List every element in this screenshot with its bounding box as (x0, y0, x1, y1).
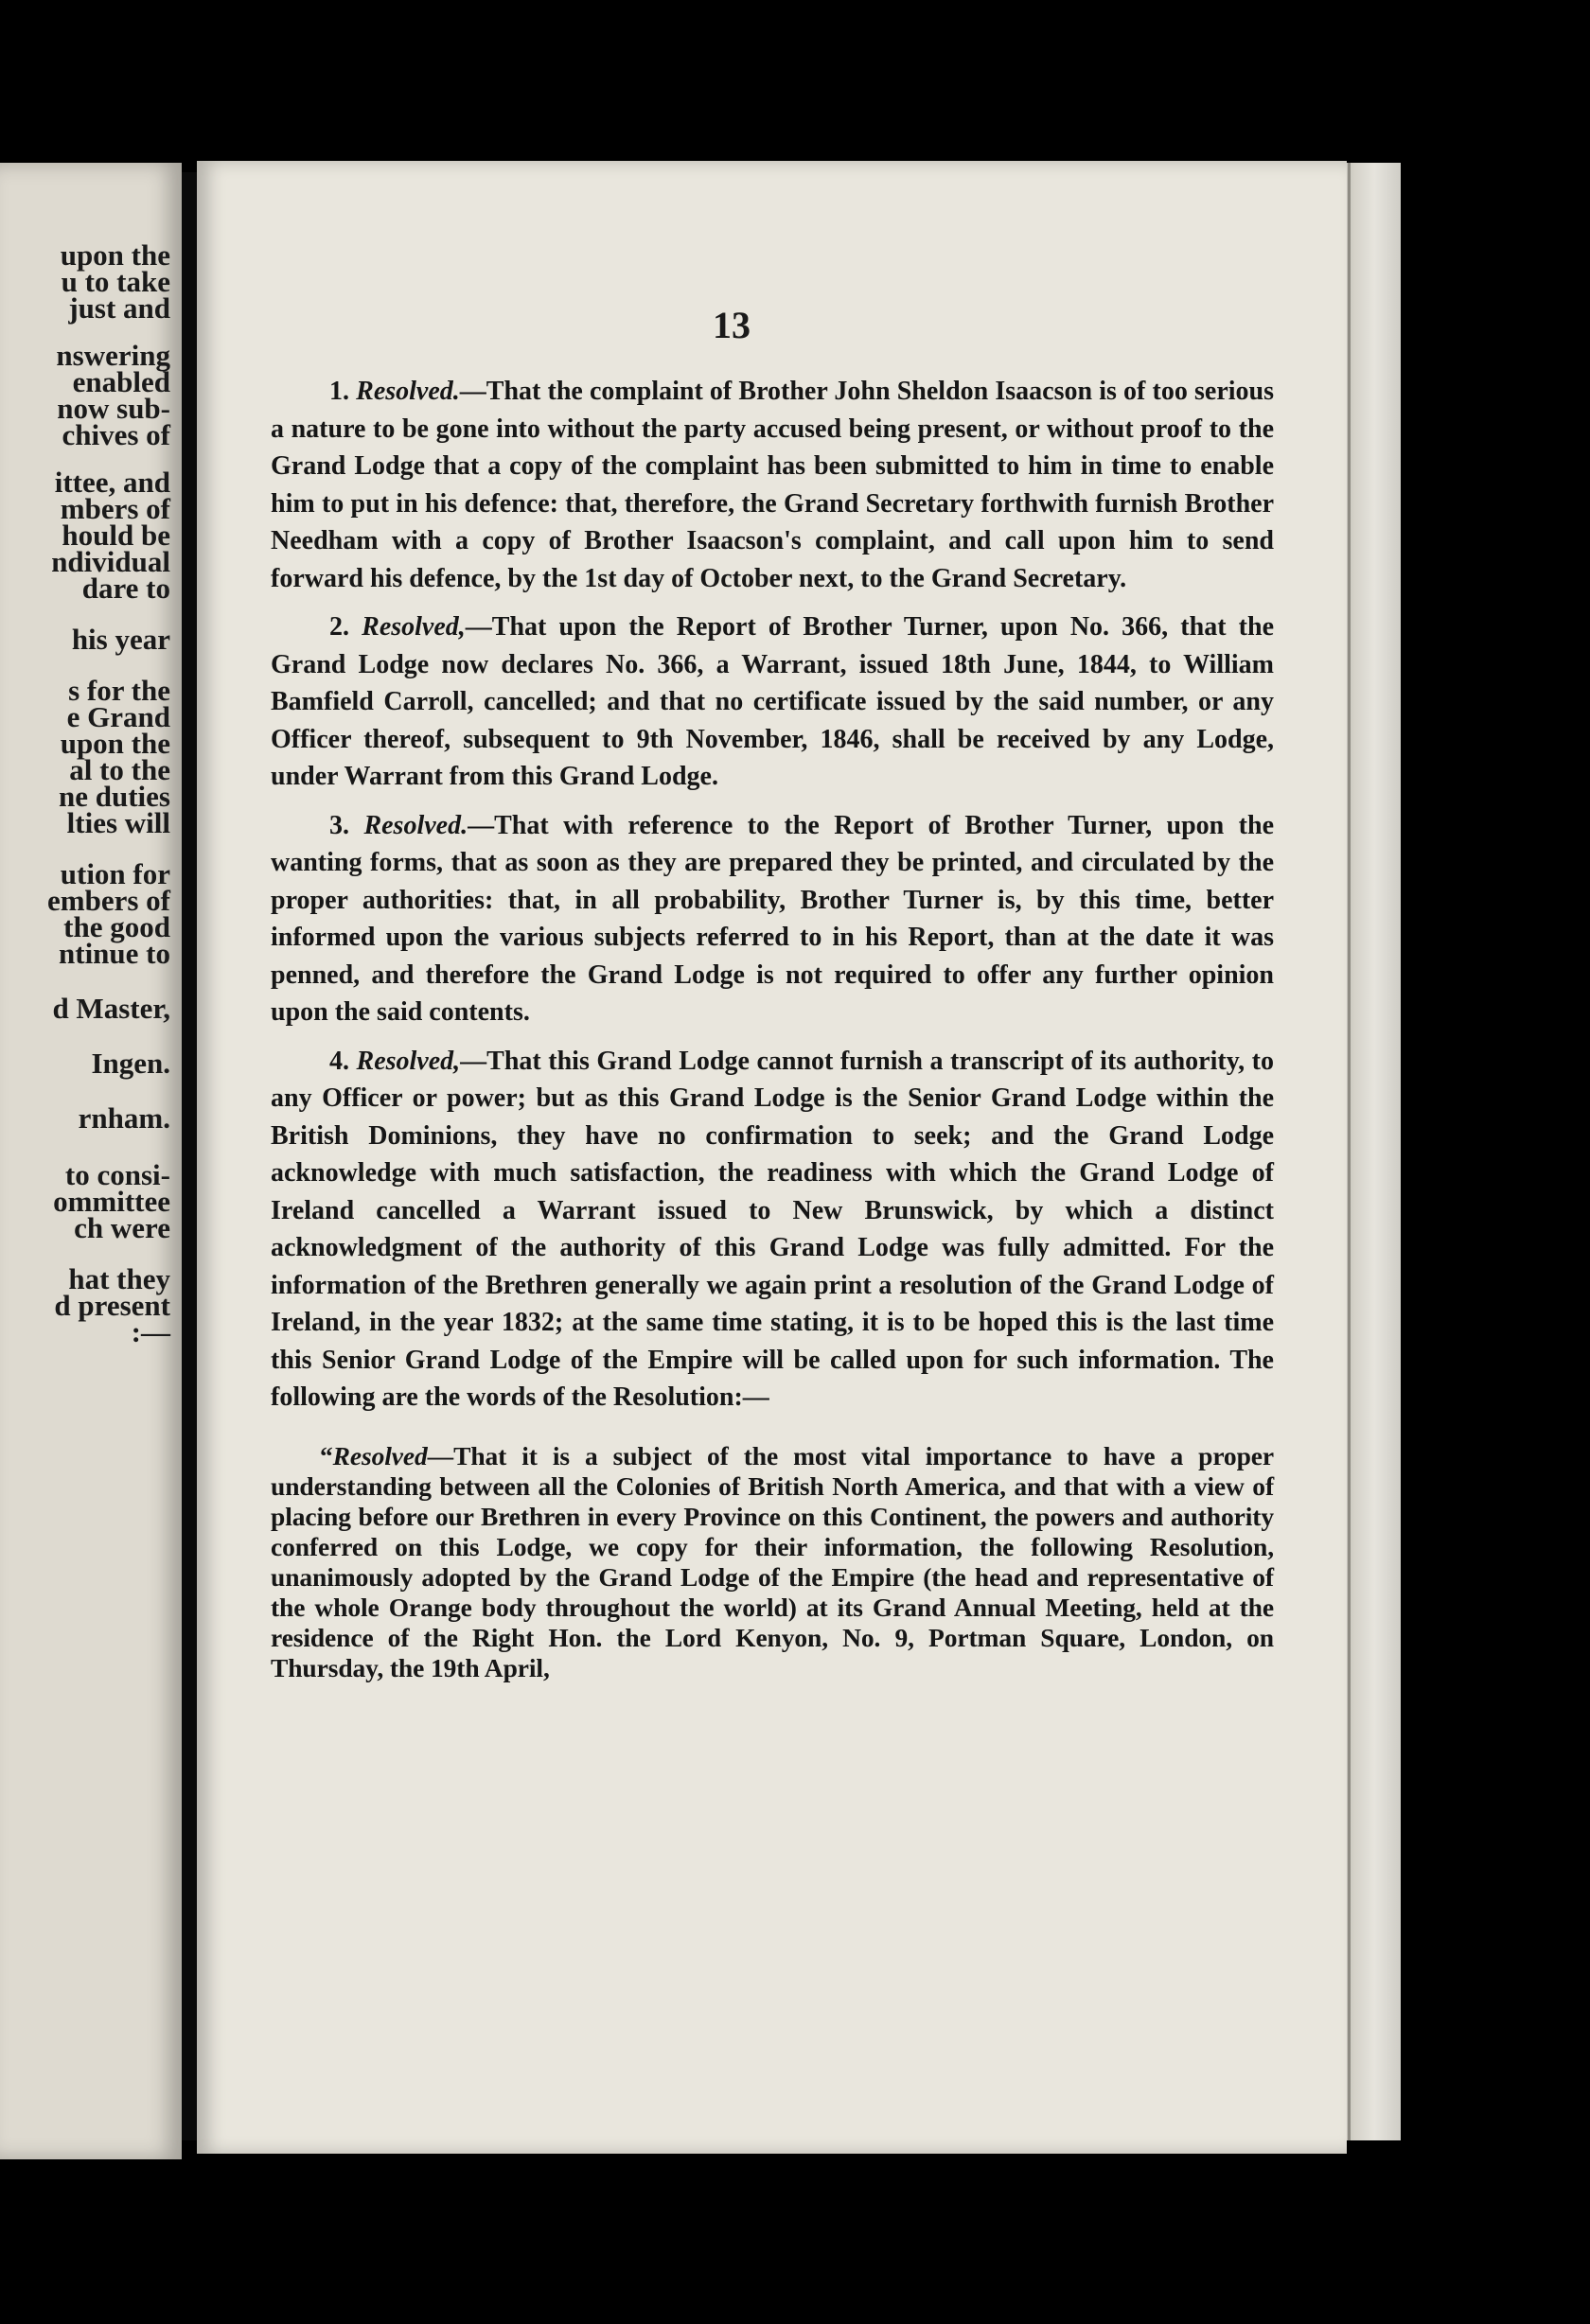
resolution-3 (271, 807, 1274, 1031)
quote-label: Resolved (332, 1440, 428, 1470)
quote-text: —That it is a subject of the most vital importance to have a proper understanding between all the Colonies of British North America, and that with a view of placing before our Brethren in every Province on this Continent, the powers and authority conferred on this Lodge, we copy for their information, the following Resolution, unanimously adopted by the Grand Lodge of the Empire (the head and representative of the whole Orange body throughout the world) at its Grand Annual Meeting, held at the residence of the Right Hon. the Lord Kenyon, No. 9, Portman Square, London, on Thursday, the 19th April, (271, 1440, 1274, 1682)
facing-page-line: :— (131, 1315, 170, 1348)
open-quote: “ (320, 1440, 333, 1470)
facing-page-line: the good (63, 910, 170, 943)
resolution-4 (271, 1043, 1274, 1417)
resolution-label: Resolved, (362, 612, 466, 642)
facing-page-line: his year (71, 623, 170, 656)
quoted-resolution (271, 1441, 1274, 1683)
facing-page-line: d Master, (52, 992, 170, 1025)
facing-page-text (0, 163, 170, 2159)
facing-page-line: just and (68, 291, 170, 325)
facing-page-line: u to take (61, 265, 170, 298)
facing-page-line: now sub- (57, 392, 170, 425)
resolution-number: 3. (329, 810, 349, 840)
facing-page-line: upon the (60, 238, 170, 272)
page-number: 13 (713, 304, 751, 346)
facing-page-line: lties will (66, 806, 170, 839)
facing-page-line: nswering (56, 339, 170, 372)
book-page (197, 161, 1347, 2154)
facing-page (0, 163, 182, 2159)
facing-page-line: rnham. (78, 1101, 170, 1135)
facing-page-line: ne duties (59, 780, 170, 813)
resolution-2 (271, 608, 1274, 796)
resolution-text: —That upon the Report of Brother Turner, upon No. 366, that the Grand Lodge now declares No. 366, a Warrant, issued 18th June, 1844, to William Bamfield Carroll, cancelled; and that no certificate issued by the said number, or any Officer thereof, subsequent to 9th November, 1846, shall be received by any Lodge, under Warrant from this Grand Lodge. (271, 612, 1274, 791)
facing-page-line: hould be (62, 519, 170, 552)
facing-page-line: dare to (81, 572, 170, 605)
facing-page-line: ch were (74, 1211, 170, 1244)
facing-page-line: enabled (72, 365, 170, 398)
resolution-text: —That this Grand Lodge cannot furnish a transcript of its authority, to any Officer or power; but as this Grand Lodge is the Senior Grand Lodge within the British Dominions, they have no confirmation to seek; and the Grand Lodge acknowledge with much satisfaction, the readiness with which the Grand Lodge of Ireland cancelled a Warrant issued to New Brunswick, by which a distinct acknowledgment of the authority of this Grand Lodge was fully admitted. For the information of the Brethren generally we again print a resolution of the Grand Lodge of Ireland, in the year 1832; at the same time stating, it is to be hoped this is the last time this Senior Grand Lodge of the Empire will be called upon for such information. The following are the words of the Resolution:— (271, 1046, 1274, 1412)
facing-page-line: ution for (60, 857, 170, 890)
resolution-number: 1. (329, 377, 349, 406)
facing-page-line: embers of (47, 884, 170, 917)
resolution-text: —That with reference to the Report of Brother Turner, upon the wanting forms, that as soon as they are prepared they be printed, and circulated by the proper authorities: that, in all probability, Brother Turner is, by this time, better informed upon the various subjects referred to in his Report, than at the date it was penned, and therefore the Grand Lodge is not required to offer any further opinion upon the said contents. (271, 810, 1275, 1027)
facing-page-line: to consi- (64, 1158, 170, 1191)
facing-page-line: ntinue to (59, 937, 170, 970)
facing-page-line: s for the (68, 674, 170, 707)
facing-page-line: ommittee (53, 1185, 170, 1218)
resolution-label: Resolved, (356, 1046, 461, 1076)
resolution-label: Resolved. (363, 810, 468, 840)
facing-page-line: d present (54, 1289, 170, 1322)
facing-page-line: chives of (62, 418, 170, 451)
facing-page-line: al to the (69, 753, 170, 786)
facing-page-line: ndividual (51, 545, 170, 578)
facing-page-line: ittee, and (54, 466, 170, 499)
page-edge (1342, 163, 1401, 2140)
resolution-number: 4. (329, 1046, 349, 1076)
page-body (271, 373, 1274, 1683)
facing-page-line: e Grand (66, 700, 170, 733)
resolution-label: Resolved. (356, 377, 460, 406)
resolution-1 (271, 373, 1274, 597)
facing-page-line: hat they (68, 1262, 170, 1295)
resolution-text: —That the complaint of Brother John Sheldon Isaacson is of too serious a nature to be gone into without the party accused being present, or without proof to the Grand Lodge that a copy of the complaint has been submitted to him in time to enable him to put in his defence: that, therefore, the Grand Secretary forthwith furnish Brother Needham with a copy of Brother Isaacson's complaint, and call upon him to send forward his defence, by the 1st day of October next, to the Grand Secretary. (271, 377, 1274, 593)
facing-page-line: Ingen. (91, 1047, 170, 1080)
facing-page-line: mbers of (60, 492, 170, 525)
resolution-number: 2. (329, 612, 349, 642)
facing-page-line: upon the (60, 727, 170, 760)
